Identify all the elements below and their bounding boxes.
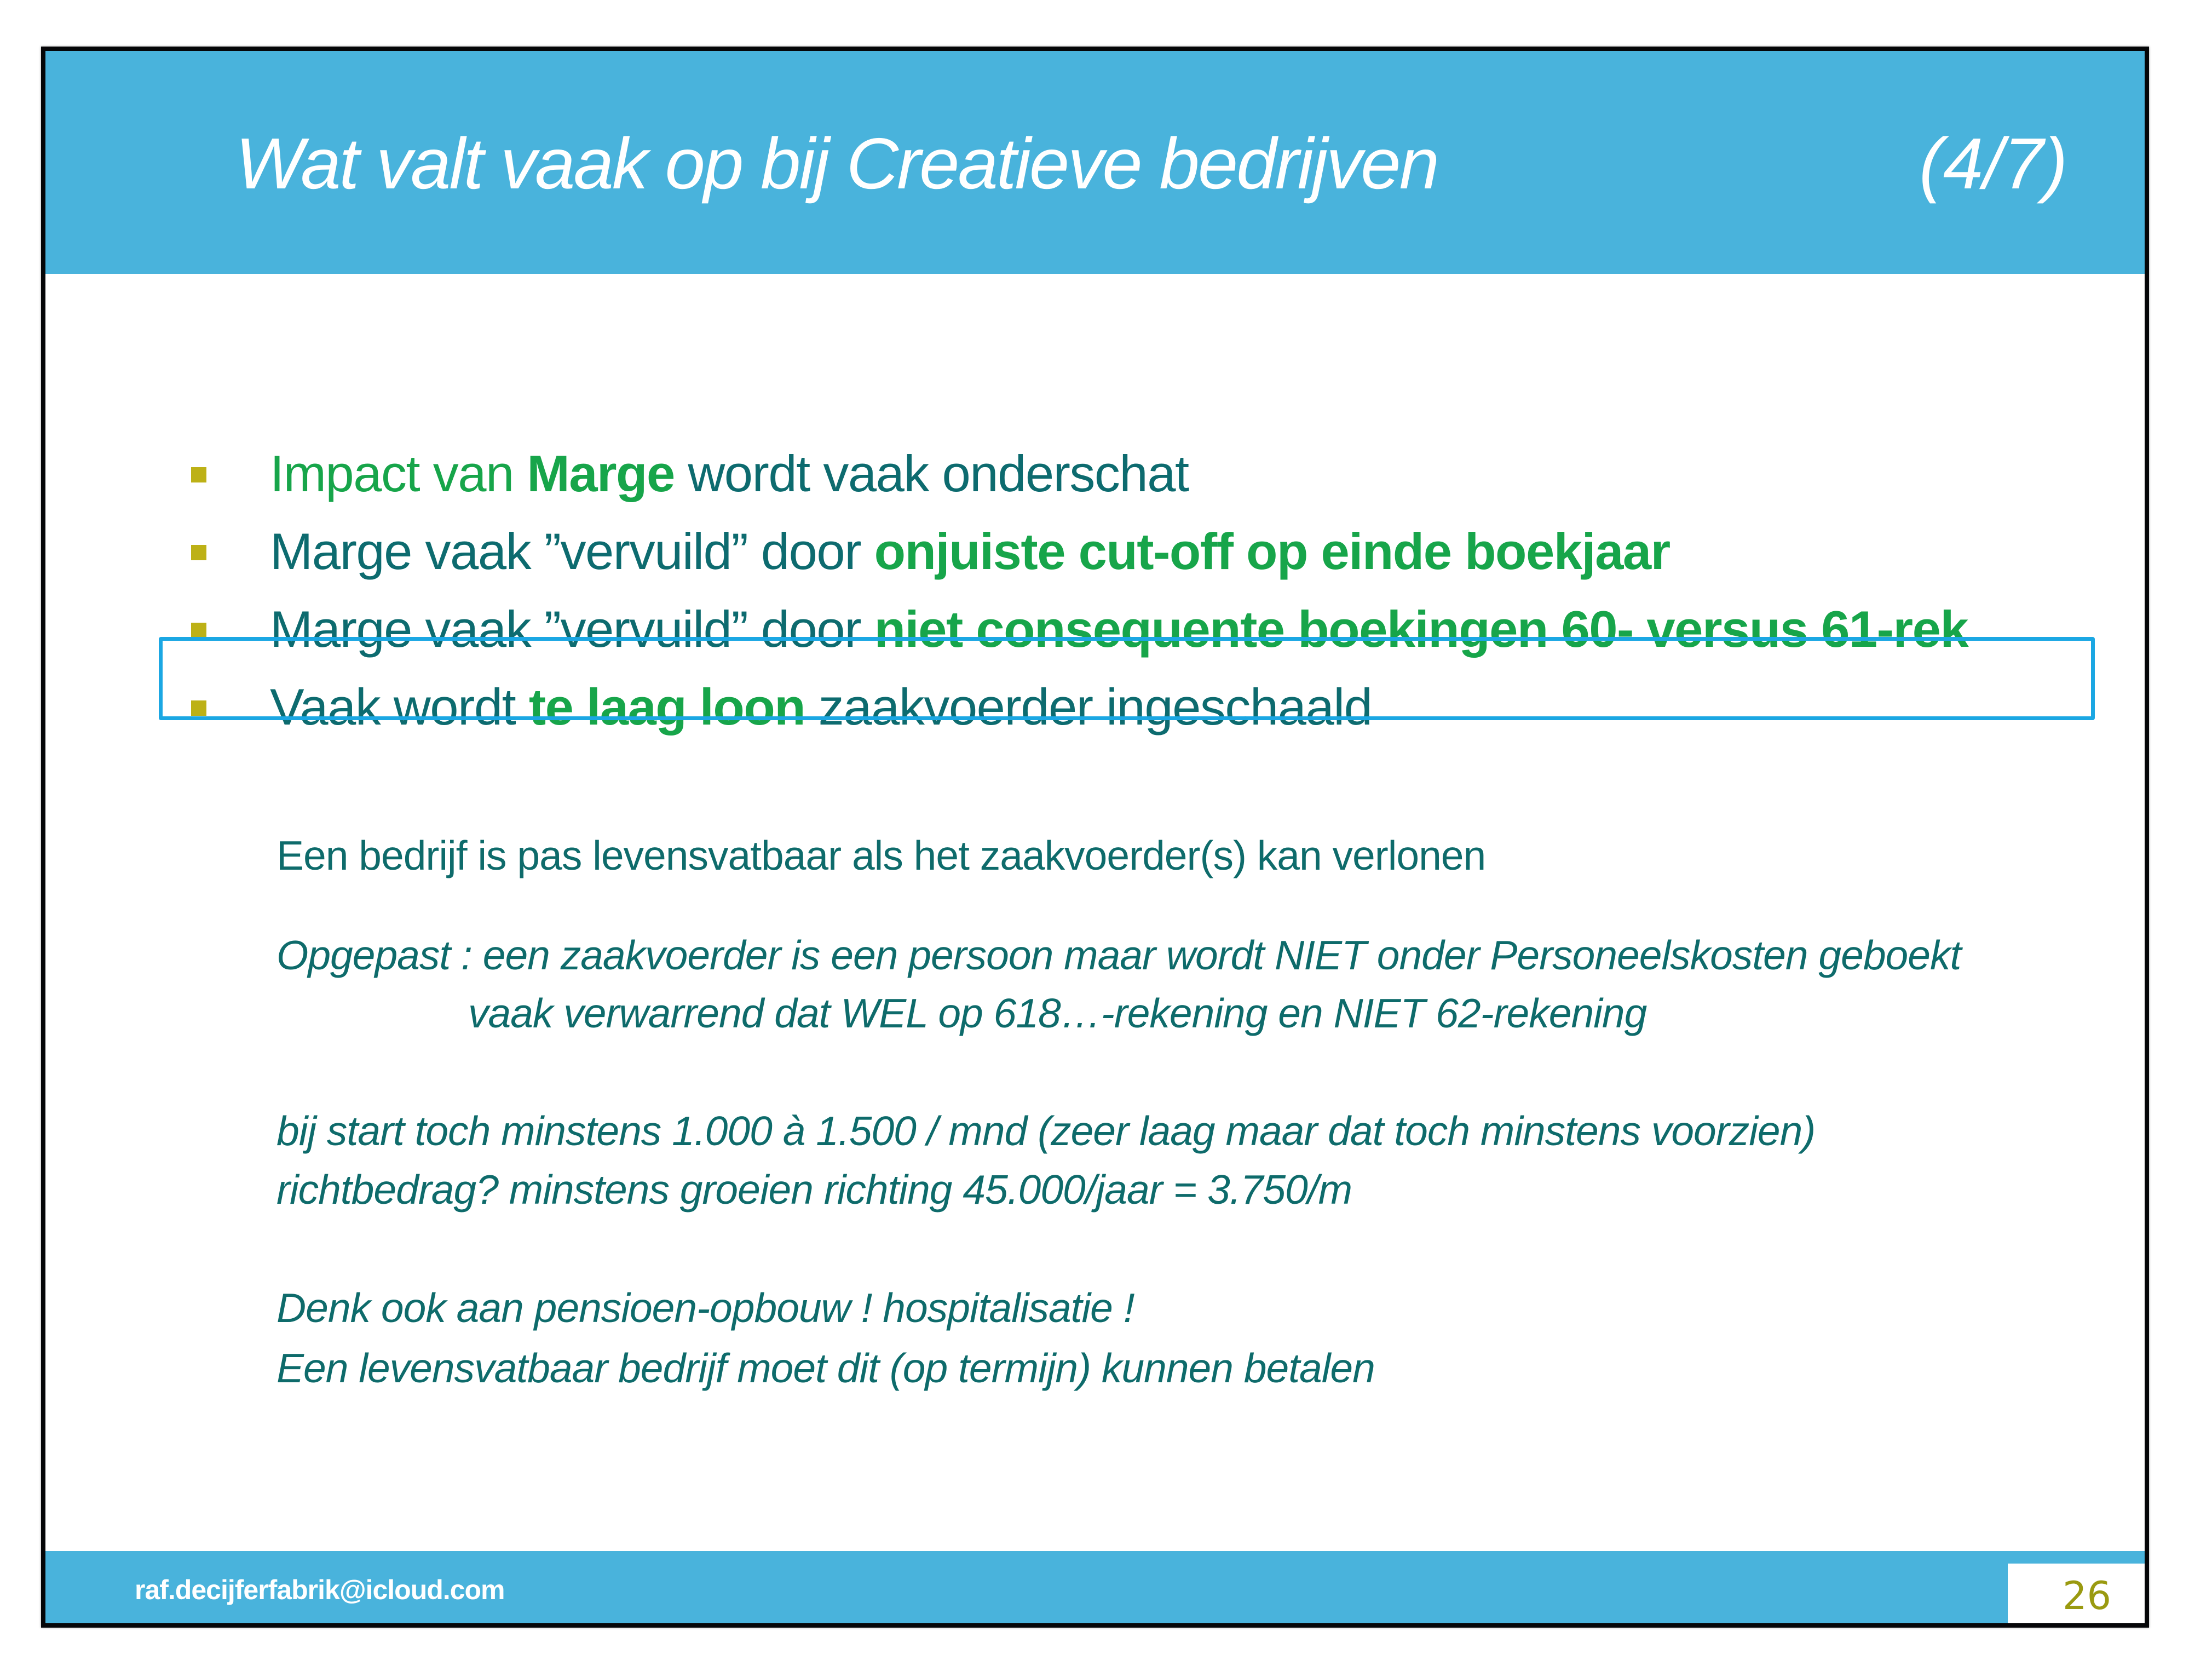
- note-salary-line1: bij start toch minstens 1.000 à 1.500 / mnd (zeer laag maar dat toch minstens voorzien): [276, 1108, 1816, 1154]
- bullet-text-emphasis: Marge: [527, 445, 675, 502]
- bullet-item: [45, 443, 2145, 520]
- bullet-text-part: wordt vaak onderschat: [674, 445, 1189, 502]
- bullet-text-part: Marge vaak ”vervuild” door: [270, 600, 874, 658]
- square-bullet-icon: [191, 623, 206, 638]
- note-caution-line1: Opgepast : een zaakvoerder is een persoon maar wordt NIET onder Personeelskosten geboekt: [276, 932, 1961, 978]
- bullet-text-emphasis: onjuiste cut-off op einde boekjaar: [874, 522, 1670, 580]
- bullet-text-part: Marge vaak ”vervuild” door: [270, 522, 874, 580]
- slide: [41, 47, 2149, 1628]
- bullet-text-part: Vaak wordt: [270, 678, 529, 736]
- square-bullet-icon: [191, 467, 206, 482]
- note-salary-line2: richtbedrag? minstens groeien richting 45.000/jaar = 3.750/m: [276, 1167, 1352, 1213]
- title-bar: [45, 51, 2145, 274]
- bullet-text-part: Impact van: [270, 445, 527, 502]
- bullet-text-emphasis: te laag loon: [528, 678, 805, 736]
- bullet-text-emphasis: niet consequente boekingen 60- versus 61-rek: [874, 600, 1968, 658]
- note-pension-line2: Een levensvatbaar bedrijf moet dit (op termijn) kunnen betalen: [276, 1345, 1375, 1391]
- page-number-box: [2008, 1564, 2145, 1623]
- bullet-text: [270, 445, 1189, 502]
- page-number: 26: [2063, 1573, 2112, 1618]
- bullet-text: [270, 522, 1670, 580]
- slide-title: Wat valt vaak op bij Creatieve bedrijven: [235, 123, 1438, 204]
- bullet-text-part: zaakvoerder ingeschaald: [805, 678, 1372, 736]
- footer-email: raf.decijferfabrik@icloud.com: [135, 1575, 505, 1605]
- note-caution-line2: vaak verwarrend dat WEL op 618…-rekening en NIET 62-rekening: [468, 990, 1647, 1036]
- footer-bar: [45, 1551, 2145, 1623]
- slide-counter: (4/7): [1919, 123, 2068, 204]
- note-intro: Een bedrijf is pas levensvatbaar als het zaakvoerder(s) kan verlonen: [276, 832, 1486, 878]
- note-pension-line1: Denk ook aan pensioen-opbouw ! hospitalisatie !: [276, 1285, 1134, 1331]
- bullet-item: [45, 520, 2145, 598]
- square-bullet-icon: [191, 545, 206, 560]
- highlight-box: [159, 637, 2095, 720]
